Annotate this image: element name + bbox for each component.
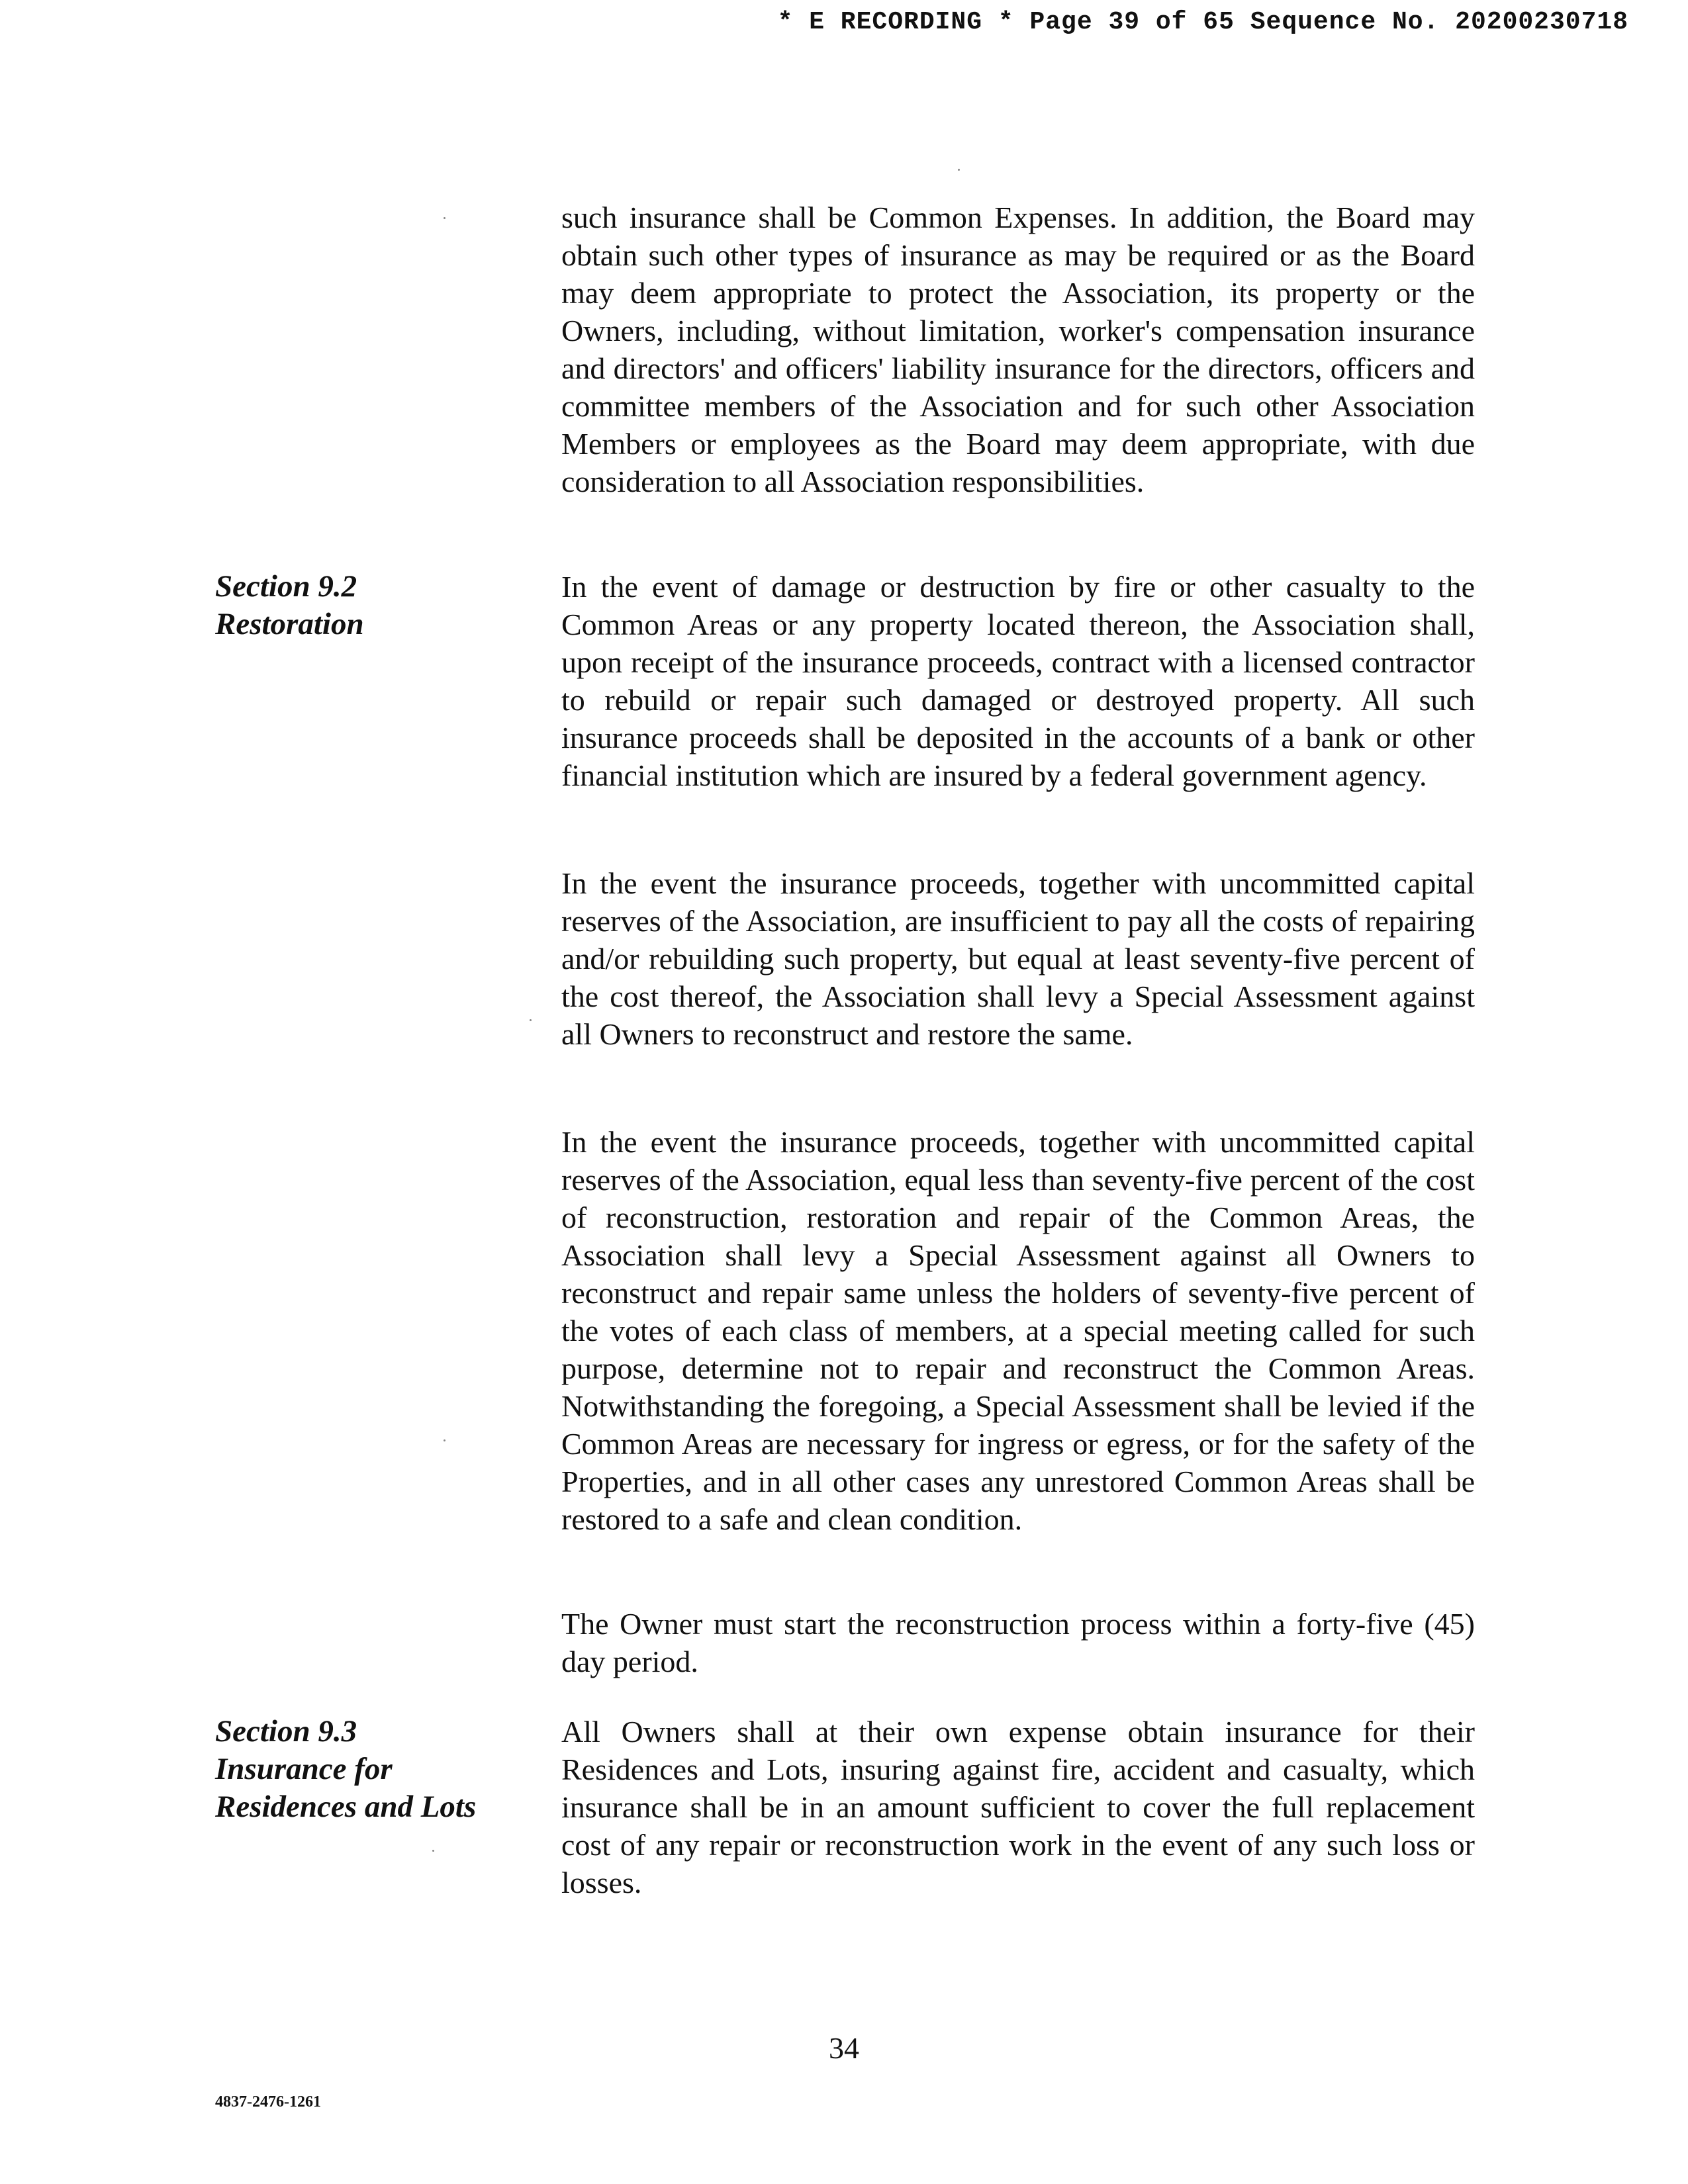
section-number: Section 9.2 (215, 569, 357, 604)
paragraph-restoration-1: In the event of damage or destruction by fire or other casualty to the Common Areas or any property located thereon, the Association shall, upon receipt of the insurance proceeds, contract with a licensed contractor to rebuild or repair such damaged or destroyed property. All such insurance proceeds shall be deposited in the accounts of a bank or other financial institution which are insured by a federal government agency. (561, 570, 1475, 792)
section-9-3-heading (215, 1713, 533, 1826)
section-9-2-body (561, 568, 1475, 794)
section-9-2-body-3 (561, 1123, 1475, 1538)
scan-speck (958, 169, 960, 171)
section-9-2-body-2 (561, 864, 1475, 1053)
scan-speck (444, 217, 445, 219)
section-title-line-2: Residences and Lots (215, 1790, 477, 1824)
paragraph-restoration-2: In the event the insurance proceeds, together with uncommitted capital reserves of the Association, are insufficient to pay all the costs of repairing and/or rebuilding such property, but equal at least seventy-five percent of the cost thereof, the Association shall levy a Special Assessment against all Owners to reconstruct and restore the same. (561, 866, 1475, 1051)
section-9-2-body-4 (561, 1605, 1475, 1680)
paragraph-insurance-continuation: such insurance shall be Common Expenses. In addition, the Board may obtain such other types of insurance as may be required or as the Board may deem appropriate to protect the Association, its property or the Owners, including, without limitation, worker's compensation insurance and directors' and officers' liability insurance for the directors, officers and committee members of the Association and for such other Association Members or employees as the Board may deem appropriate, with due consideration to all Association responsibilities. (561, 201, 1475, 498)
continuation-block (561, 199, 1475, 500)
section-title-line-1: Insurance for (215, 1752, 393, 1786)
section-9-2-heading (215, 568, 533, 643)
page-number: 34 (829, 2031, 859, 2065)
section-title: Restoration (215, 607, 364, 641)
scan-speck (444, 1439, 445, 1441)
paragraph-restoration-3: In the event the insurance proceeds, together with uncommitted capital reserves of the Association, equal less than seventy-five percent of the cost of reconstruction, restoration and repair of the Common Areas, the Association shall levy a Special Assessment against all Owners to reconstruct and repair same unless the holders of seventy-five percent of the votes of each class of members, at a special meeting called for such purpose, determine not to repair and reconstruct the Common Areas. Notwithstanding the foregoing, a Special Assessment shall be levied if the Common Areas are necessary for ingress or egress, or for the safety of the Properties, and in all other cases any unrestored Common Areas shall be restored to a safe and clean condition. (561, 1125, 1475, 1536)
recording-header: * E RECORDING * Page 39 of 65 Sequence No. 20200230718 (777, 8, 1628, 36)
section-9-3-body (561, 1713, 1475, 1901)
section-number: Section 9.3 (215, 1714, 357, 1749)
document-id: 4837-2476-1261 (215, 2093, 321, 2111)
paragraph-restoration-4: The Owner must start the reconstruction process within a forty-five (45) day period. (561, 1607, 1475, 1678)
scan-speck (530, 1019, 532, 1021)
paragraph-insurance-residences: All Owners shall at their own expense obtain insurance for their Residences and Lots, insuring against fire, accident and casualty, which insurance shall be in an amount sufficient to cover the full replacement cost of any repair or reconstruction work in the event of any such loss or losses. (561, 1715, 1475, 1899)
scan-speck (432, 1850, 434, 1852)
